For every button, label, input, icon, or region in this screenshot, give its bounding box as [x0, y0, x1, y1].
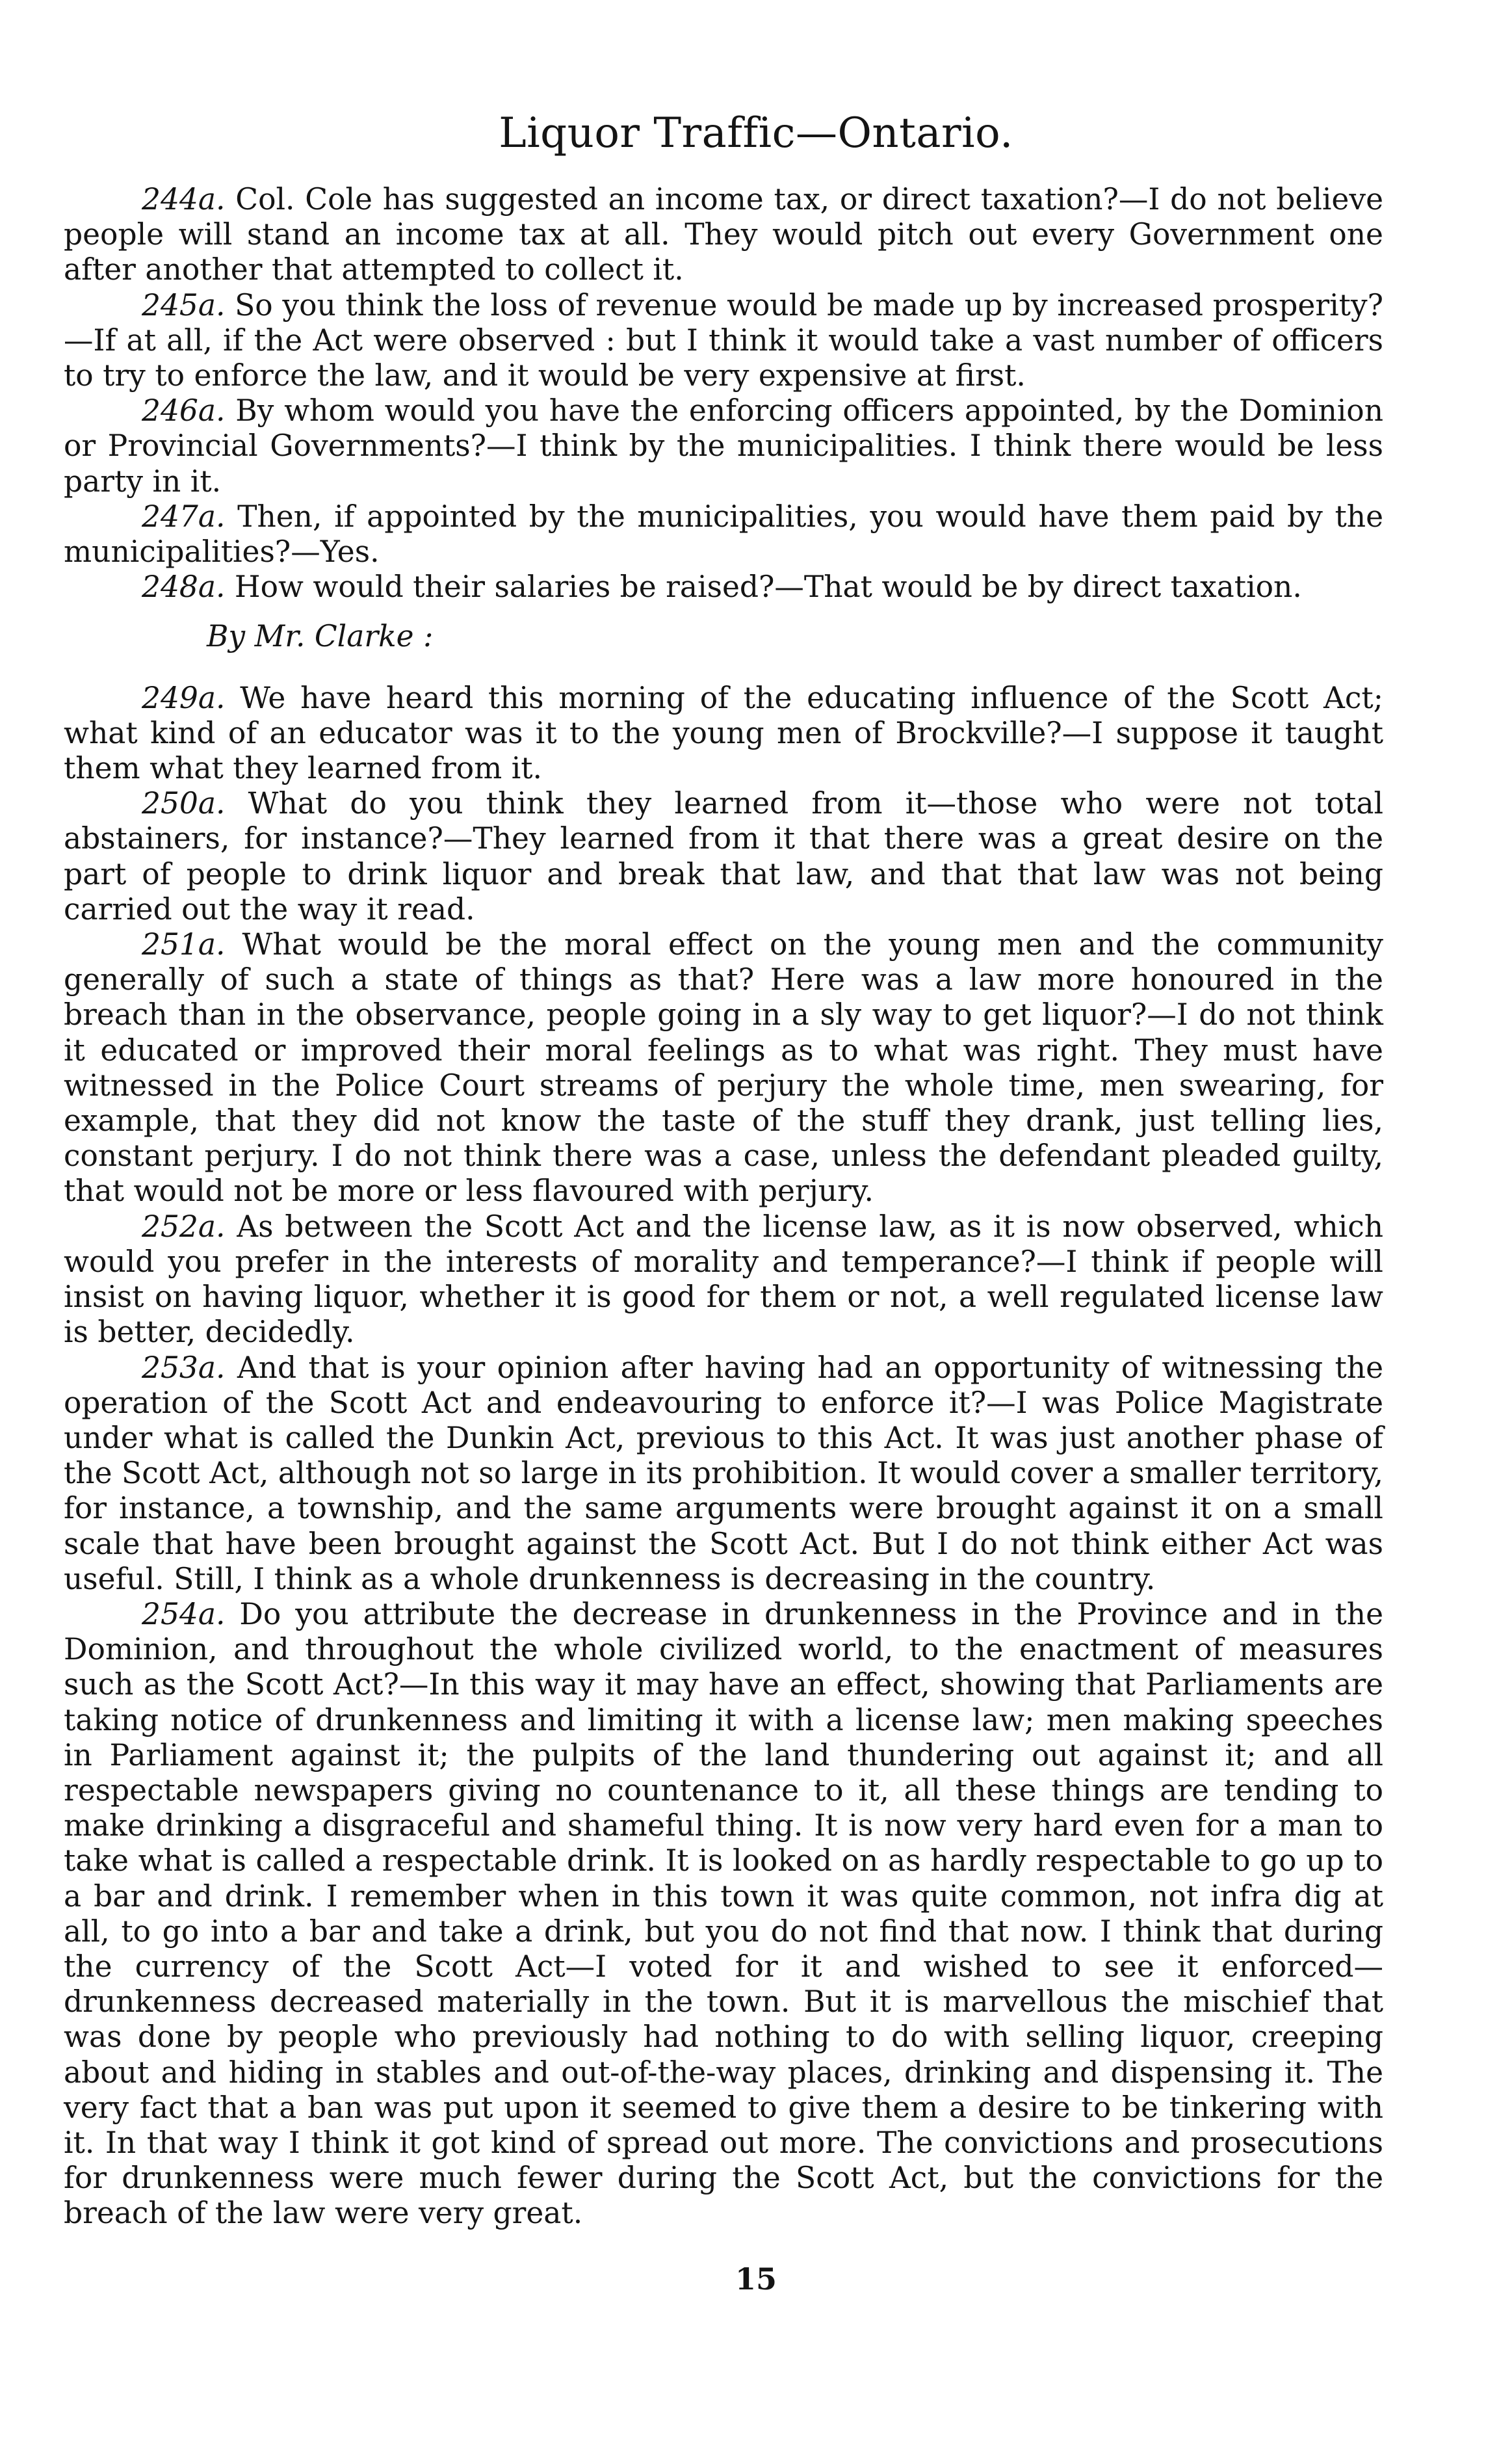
testimony-paragraph	[64, 570, 1383, 605]
question-number: 254a.	[142, 1596, 226, 1631]
question-number: 247a.	[142, 499, 226, 534]
testimony-paragraph	[64, 681, 1383, 787]
question-answer-text: How would their salaries be raised?—That would be by direct taxation.	[234, 570, 1302, 605]
testimony-paragraph	[64, 1350, 1383, 1597]
question-answer-text: By whom would you have the enforcing officers appointed, by the Dominion or Provincial Governments?—I think by the municipalities. I think there would be less party in it.	[64, 393, 1383, 499]
question-number: 244a.	[142, 182, 226, 217]
testimony-paragraph	[64, 393, 1383, 499]
testimony-paragraph	[64, 288, 1383, 394]
question-answer-text: Col. Cole has suggested an income tax, or direct taxation?—I do not believe people will stand an income tax at all. They would pitch out every Government one after another that attempted to collect it.	[64, 182, 1383, 287]
question-number: 246a.	[142, 393, 226, 428]
speaker-heading: By Mr. Clarke :	[207, 619, 434, 654]
question-answer-text: And that is your opinion after having had an opportunity of witnessing the operation of the Scott Act and endeavouring to enforce it?—I was Police Magistrate under what is called the Dunkin Act, previous to this Act. It was just another phase of the Scott Act, although not so large in its prohibition. It would cover a smaller territory, for instance, a township, and the same arguments were brought against it on a small scale that have been brought against the Scott Act. But I do not think either Act was useful. Still, I think as a whole drunkenness is decreasing in the country.	[64, 1350, 1384, 1596]
question-number: 253a.	[142, 1350, 226, 1385]
question-number: 252a.	[142, 1209, 226, 1244]
question-answer-text: What would be the moral effect on the young men and the community generally of such a state of things as that? Here was a law more honoured in the breach than in the observance, people going in a sly way to get liquor?—I do not think it educated or improved their moral feelings as to what was right. They must have witnessed in the Police Court streams of perjury the whole time, men swearing, for example, that they did not know the taste of the stuff they drank, just telling lies, constant perjury. I do not think there was a case, unless the defendant pleaded guilty, that would not be more or less flavoured with perjury.	[64, 927, 1383, 1209]
question-number: 249a.	[142, 680, 226, 715]
testimony-paragraph	[64, 499, 1383, 570]
question-answer-text: As between the Scott Act and the license law, as it is now observed, which would you prefer in the interests of morality and temperance?—I think if people will insist on having liquor, whether it is good for them or not, a well regulated license law is better, decidedly.	[64, 1209, 1383, 1350]
question-answer-text: What do you think they learned from it—those who were not total abstainers, for instance?—They learned from it that there was a great desire on the part of people to drink liquor and break that law, and that that law was not being carried out the way it read.	[64, 786, 1383, 927]
testimony-paragraph	[64, 786, 1383, 927]
page-title: Liquor Traffic—Ontario.	[499, 109, 1013, 157]
testimony-paragraph	[64, 182, 1383, 288]
question-answer-text: So you think the loss of revenue would be made up by increased prosperity? —If at all, if the Act were observed : but I think it would take a vast number of officers to try to enforce the law, and it would be very expensive at first.	[64, 287, 1383, 393]
testimony-paragraph	[64, 1209, 1383, 1350]
page-number: 15	[735, 2261, 777, 2297]
question-number: 250a.	[142, 786, 226, 821]
question-answer-text: Do you attribute the decrease in drunkenness in the Province and in the Dominion, and throughout the whole civilized world, to the enactment of measures such as the Scott Act?—In this way it may have an effect, showing that Parliaments are taking notice of drunkenness and limiting it with a license law; men making speeches in Parliament against it; the pulpits of the land thundering out against it; and all respectable newspapers giving no countenance to it, all these things are tending to make drinking a disgraceful and shameful thing. It is now very hard even for a man to take what is called a respectable drink. It is looked on as hardly respectable to go up to a bar and drink. I remember when in this town it was quite common, not infra dig at all, to go into a bar and take a drink, but you do not find that now. I think that during the currency of the Scott Act—I voted for it and wished to see it enforced—drunkenness decreased materially in the town. But it is marvellous the mischief that was done by people who previously had nothing to do with selling liquor, creeping about and hiding in stables and out-of-the-way places, drinking and dispensing it. The very fact that a ban was put upon it seemed to give them a desire to be tinkering with it. In that way I think it got kind of spread out more. The convictions and prosecutions for drunkenness were much fewer during the Scott Act, but the convictions for the breach of the law were very great.	[64, 1596, 1383, 2231]
question-answer-text: Then, if appointed by the municipalities, you would have them paid by the municipalities?—Yes.	[64, 499, 1383, 570]
document-body	[64, 182, 1383, 2232]
question-answer-text: We have heard this morning of the educating influence of the Scott Act; what kind of an educator was it to the young men of Brockville?—I suppose it taught them what they learned from it.	[64, 680, 1383, 786]
testimony-paragraph	[64, 1597, 1383, 2232]
question-number: 251a.	[142, 927, 226, 962]
testimony-paragraph	[64, 927, 1383, 1209]
question-number: 248a.	[142, 570, 226, 605]
question-number: 245a.	[142, 287, 226, 323]
